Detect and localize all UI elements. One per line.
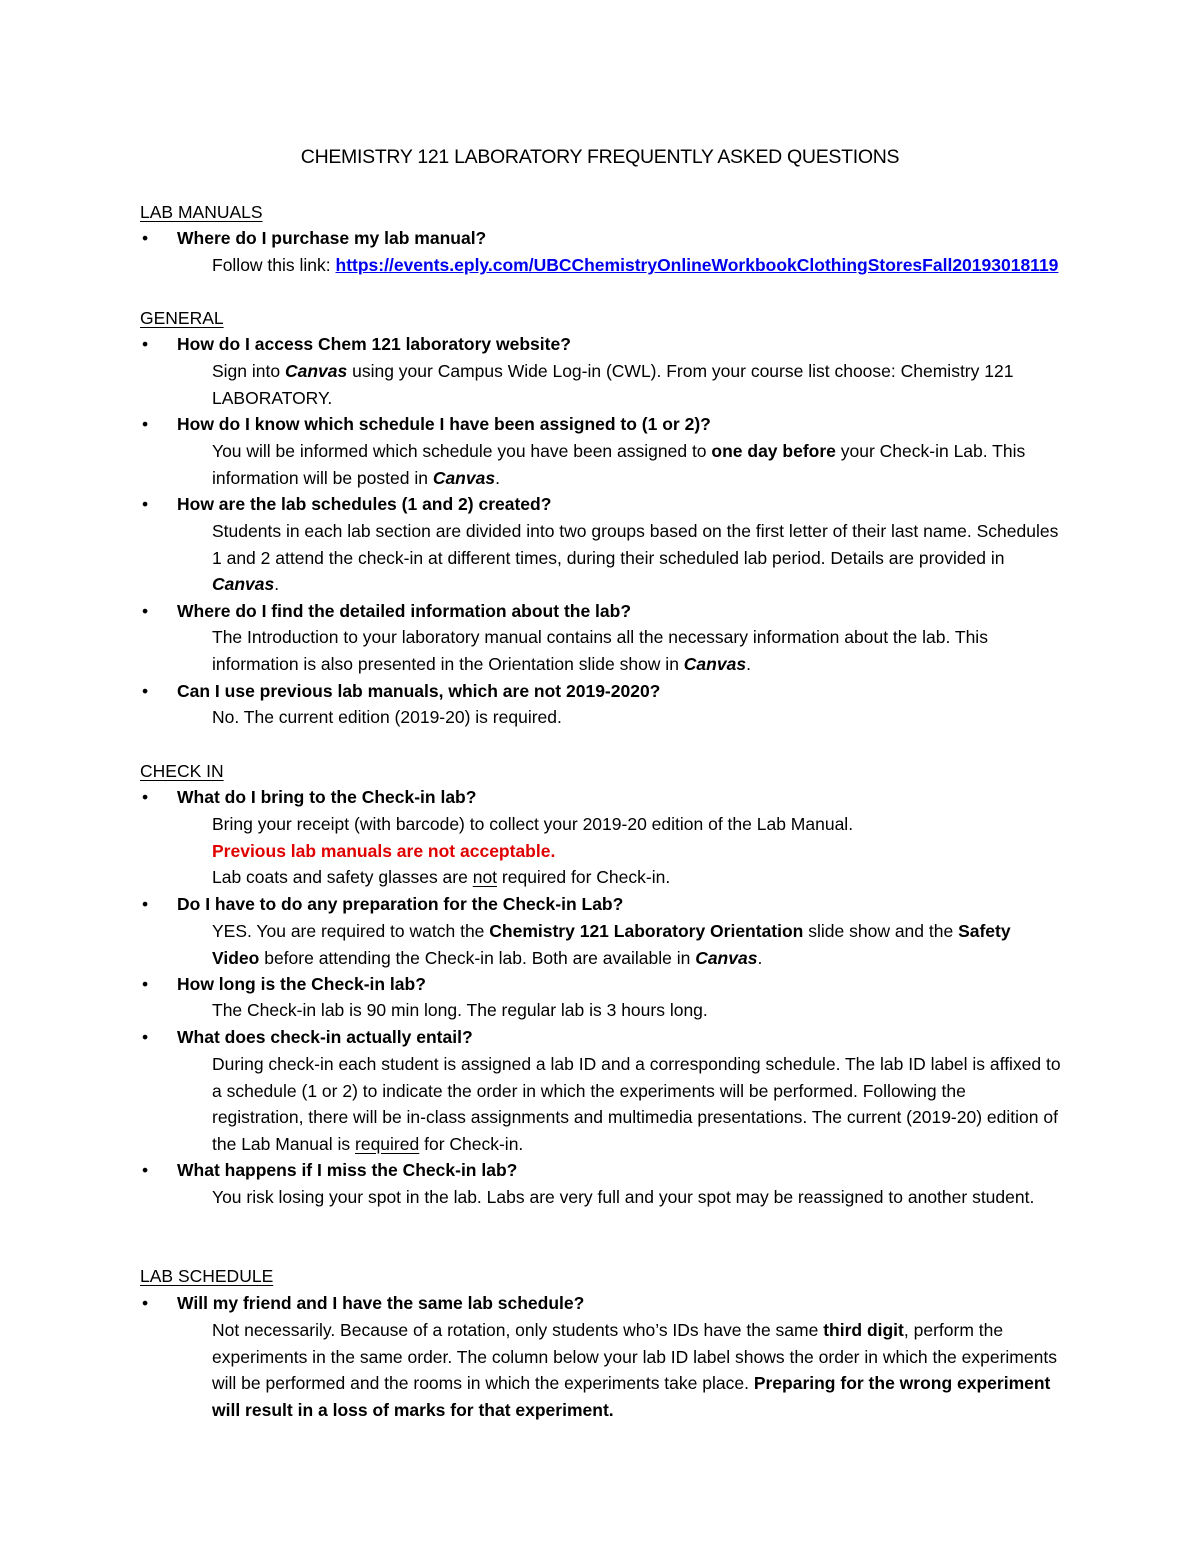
answer-text: You risk losing your spot in the lab. Labs are very full and your spot may be reassigned to another student. — [212, 1187, 1035, 1207]
warning-text: Previous lab manuals are not acceptable. — [212, 840, 556, 861]
faq-answer — [212, 1184, 1062, 1211]
bullet-icon: • — [142, 601, 149, 621]
question-text: How long is the Check-in lab? — [177, 974, 426, 994]
bullet-icon: • — [142, 974, 149, 994]
answer-text: . — [746, 653, 751, 674]
question-text: Can I use previous lab manuals, which are not 2019-2020? — [177, 681, 661, 701]
canvas-emphasis: Canvas — [683, 653, 747, 674]
document-title: CHEMISTRY 121 LABORATORY FREQUENTLY ASKED QUESTIONS — [300, 146, 900, 168]
question-text: How do I access Chem 121 laboratory website? — [177, 334, 571, 354]
section-heading-check-in: CHECK IN — [140, 761, 224, 781]
faq-answer — [212, 252, 1062, 279]
canvas-emphasis: Canvas — [432, 467, 496, 488]
answer-text: Bring your receipt (with barcode) to collect your 2019-20 edition of the Lab Manual. — [212, 814, 854, 834]
answer-text: required for Check-in. — [497, 867, 671, 887]
answer-text: using your Campus Wide Log-in (CWL). From your course list choose: Chemistry 121 LABORATORY. — [212, 361, 1014, 408]
faq-answer — [212, 811, 1062, 891]
answer-text: Sign into — [212, 361, 285, 381]
canvas-emphasis: Canvas — [212, 574, 275, 594]
answer-text: your Check-in Lab. This information will be posted in — [212, 441, 1026, 488]
answer-emphasis: third digit — [823, 1320, 904, 1340]
answer-text: No. The current edition (2019-20) is required. — [212, 707, 562, 727]
answer-text: . — [274, 574, 280, 594]
answer-emphasis: Preparing for the wrong experiment will result in a loss of marks for that experiment. — [212, 1373, 1051, 1420]
answer-text: , perform the experiments in the same order. The column below your lab ID label shows the order in which the experiments will be performed and the rooms in which the experiments take place. — [212, 1320, 1057, 1393]
answer-text: slide show and the — [803, 921, 959, 941]
lab-manual-purchase-link[interactable]: https://events.eply.com/UBCChemistryOnlineWorkbookClothingStoresFall20193018119 — [335, 255, 1059, 275]
bullet-icon: • — [142, 228, 149, 248]
answer-text: for Check-in. — [419, 1133, 524, 1154]
answer-emphasis: Chemistry 121 Laboratory Orientation — [489, 921, 804, 941]
answer-text: before attending the Check-in lab. Both are available in — [259, 947, 696, 968]
section-heading-lab-schedule: LAB SCHEDULE — [140, 1266, 274, 1286]
answer-text: YES. You are required to watch the — [212, 921, 490, 941]
faq-answer — [212, 358, 1062, 411]
answer-text: Lab coats and safety glasses are — [212, 867, 473, 887]
canvas-emphasis: Canvas — [695, 947, 758, 968]
faq-answer — [212, 1317, 1062, 1423]
question-text: How are the lab schedules (1 and 2) created? — [177, 494, 552, 514]
bullet-icon: • — [142, 334, 149, 354]
answer-text: . — [495, 467, 500, 488]
section-heading-lab-manuals: LAB MANUALS — [140, 202, 263, 222]
question-text: How do I know which schedule I have been assigned to (1 or 2)? — [177, 414, 711, 434]
faq-answer — [212, 704, 1062, 731]
answer-text: . — [757, 947, 763, 968]
bullet-icon: • — [142, 414, 149, 434]
bullet-icon: • — [142, 894, 149, 914]
bullet-icon: • — [142, 1293, 149, 1313]
canvas-emphasis: Canvas — [284, 361, 348, 381]
faq-answer — [212, 1051, 1062, 1157]
faq-answer — [212, 518, 1062, 598]
answer-underline: required — [355, 1133, 420, 1154]
answer-emphasis: one day before — [711, 441, 836, 461]
question-text: What does check-in actually entail? — [177, 1027, 473, 1047]
question-text: Will my friend and I have the same lab schedule? — [177, 1293, 585, 1313]
answer-text: Follow this link: — [212, 255, 336, 275]
faq-answer — [212, 624, 1062, 677]
question-text: What do I bring to the Check-in lab? — [177, 787, 477, 807]
answer-text: The Introduction to your laboratory manual contains all the necessary information about the lab. This information is also presented in the Orientation slide show in — [212, 627, 988, 674]
question-text: Do I have to do any preparation for the Check-in Lab? — [177, 894, 624, 914]
question-text: Where do I find the detailed information about the lab? — [177, 601, 632, 621]
answer-text: The Check-in lab is 90 min long. The regular lab is 3 hours long. — [212, 1000, 708, 1020]
faq-answer — [212, 918, 1062, 971]
bullet-icon: • — [142, 494, 149, 514]
answer-text: Students in each lab section are divided into two groups based on the first letter of their last name. Schedules 1 and 2 attend the check-in at different times, during their scheduled lab period. Details are provided in — [212, 521, 1059, 568]
answer-text: Not necessarily. Because of a rotation, only students who’s IDs have the same — [212, 1320, 824, 1340]
faq-answer — [212, 997, 1062, 1024]
answer-underline: not — [472, 867, 498, 887]
answer-emphasis: Safety Video — [212, 921, 1011, 968]
section-heading-general: GENERAL — [140, 308, 224, 328]
bullet-icon: • — [142, 1027, 149, 1047]
question-text: What happens if I miss the Check-in lab? — [177, 1160, 518, 1180]
answer-text: You will be informed which schedule you have been assigned to — [212, 441, 712, 461]
bullet-icon: • — [142, 1160, 149, 1180]
question-text: Where do I purchase my lab manual? — [177, 228, 487, 248]
answer-text: During check-in each student is assigned a lab ID and a corresponding schedule. The lab ID label is affixed to a schedule (1 or 2) to indicate the order in which the experiments will be performed. Following the registration, there will be in-class assignments and multimedia presentations. The current (2019-20) edition of the Lab Manual is — [212, 1054, 1061, 1154]
bullet-icon: • — [142, 787, 149, 807]
bullet-icon: • — [142, 681, 149, 701]
faq-answer — [212, 438, 1062, 491]
